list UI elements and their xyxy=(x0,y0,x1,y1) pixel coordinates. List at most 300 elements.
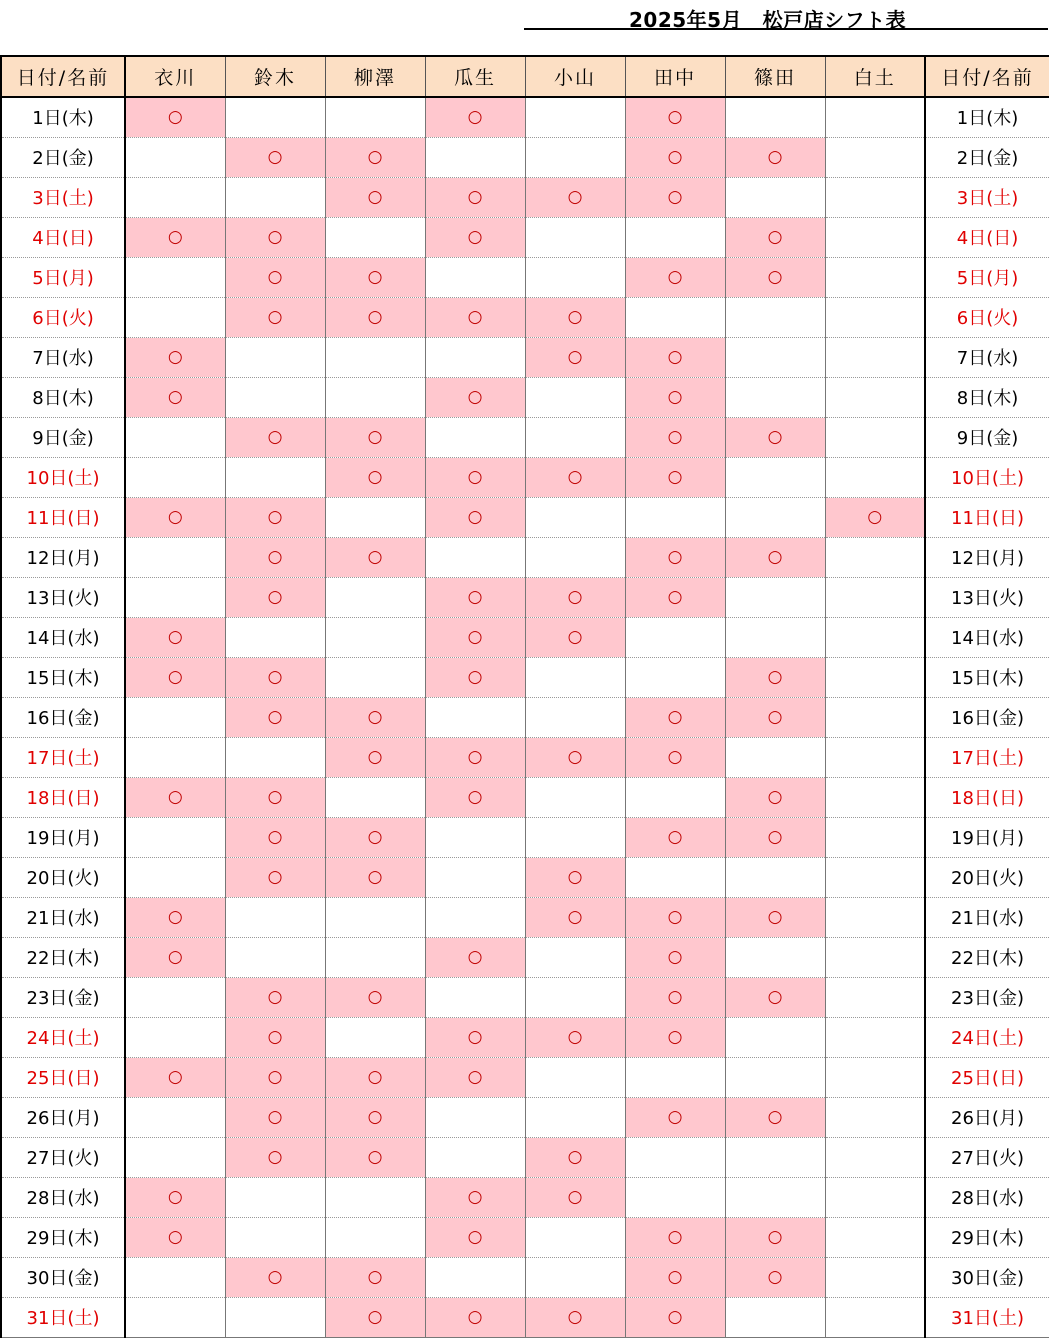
shift-cell-on[interactable]: ○ xyxy=(525,1297,625,1337)
shift-cell-on[interactable]: ○ xyxy=(325,697,425,737)
shift-cell-on[interactable]: ○ xyxy=(725,537,825,577)
shift-cell-on[interactable]: ○ xyxy=(425,97,525,137)
shift-cell-on[interactable]: ○ xyxy=(125,777,225,817)
shift-cell-off[interactable] xyxy=(325,217,425,257)
shift-cell-on[interactable]: ○ xyxy=(525,857,625,897)
day-label-right: 18日(日) xyxy=(925,777,1049,817)
page-title: 2025年5月 松戸店シフト表 xyxy=(629,8,907,32)
day-label-left: 17日(土) xyxy=(1,737,125,777)
day-label-right: 29日(木) xyxy=(925,1217,1049,1257)
shift-cell-on[interactable]: ○ xyxy=(325,417,425,457)
shift-cell-on[interactable]: ○ xyxy=(425,737,525,777)
shift-cell-off[interactable] xyxy=(625,617,725,657)
shift-cell-off[interactable] xyxy=(125,257,225,297)
shift-cell-off[interactable] xyxy=(725,97,825,137)
shift-cell-off[interactable] xyxy=(725,177,825,217)
shift-cell-on[interactable]: ○ xyxy=(325,857,425,897)
shift-cell-on[interactable]: ○ xyxy=(225,817,325,857)
table-row xyxy=(1,97,1049,137)
day-label-left: 15日(木) xyxy=(1,657,125,697)
shift-cell-on[interactable]: ○ xyxy=(325,1257,425,1297)
shift-cell-off[interactable] xyxy=(825,1297,925,1337)
table-row xyxy=(1,1057,1049,1097)
shift-cell-off[interactable] xyxy=(825,1217,925,1257)
shift-cell-off[interactable] xyxy=(225,1217,325,1257)
shift-cell-on[interactable]: ○ xyxy=(125,1057,225,1097)
shift-cell-on[interactable]: ○ xyxy=(625,897,725,937)
shift-cell-on[interactable]: ○ xyxy=(625,257,725,297)
shift-cell-off[interactable] xyxy=(325,577,425,617)
shift-cell-off[interactable] xyxy=(825,777,925,817)
shift-cell-off[interactable] xyxy=(225,337,325,377)
shift-cell-on[interactable]: ○ xyxy=(225,1097,325,1137)
shift-cell-on[interactable]: ○ xyxy=(525,177,625,217)
day-label-right: 17日(土) xyxy=(925,737,1049,777)
shift-cell-off[interactable] xyxy=(825,217,925,257)
shift-cell-off[interactable] xyxy=(125,1297,225,1337)
shift-cell-on[interactable]: ○ xyxy=(825,497,925,537)
shift-cell-on[interactable]: ○ xyxy=(625,137,725,177)
title-underline xyxy=(524,0,1048,30)
shift-cell-on[interactable]: ○ xyxy=(425,1057,525,1097)
shift-cell-off[interactable] xyxy=(325,377,425,417)
shift-cell-off[interactable] xyxy=(425,417,525,457)
shift-cell-on[interactable]: ○ xyxy=(225,1137,325,1177)
shift-cell-off[interactable] xyxy=(625,657,725,697)
shift-cell-off[interactable] xyxy=(525,497,625,537)
shift-cell-off[interactable] xyxy=(125,697,225,737)
header-name: 白土 xyxy=(825,56,925,97)
shift-cell-on[interactable]: ○ xyxy=(325,977,425,1017)
shift-cell-off[interactable] xyxy=(525,937,625,977)
shift-cell-on[interactable]: ○ xyxy=(625,337,725,377)
shift-cell-on[interactable]: ○ xyxy=(325,177,425,217)
shift-cell-off[interactable] xyxy=(825,137,925,177)
shift-cell-on[interactable]: ○ xyxy=(425,497,525,537)
day-label-left: 2日(金) xyxy=(1,137,125,177)
header-name: 鈴木 xyxy=(225,56,325,97)
day-label-left: 18日(日) xyxy=(1,777,125,817)
shift-cell-on[interactable]: ○ xyxy=(725,777,825,817)
shift-cell-off[interactable] xyxy=(825,257,925,297)
shift-cell-off[interactable] xyxy=(225,97,325,137)
day-label-left: 7日(水) xyxy=(1,337,125,377)
shift-cell-on[interactable]: ○ xyxy=(725,657,825,697)
shift-cell-off[interactable] xyxy=(525,137,625,177)
shift-cell-off[interactable] xyxy=(725,1057,825,1097)
day-label-left: 30日(金) xyxy=(1,1257,125,1297)
shift-cell-on[interactable]: ○ xyxy=(625,177,725,217)
day-label-left: 11日(日) xyxy=(1,497,125,537)
shift-cell-off[interactable] xyxy=(625,217,725,257)
shift-cell-on[interactable]: ○ xyxy=(525,1177,625,1217)
shift-cell-off[interactable] xyxy=(725,617,825,657)
shift-cell-off[interactable] xyxy=(525,377,625,417)
shift-cell-off[interactable] xyxy=(225,937,325,977)
table-row xyxy=(1,377,1049,417)
shift-cell-on[interactable]: ○ xyxy=(125,897,225,937)
shift-cell-on[interactable]: ○ xyxy=(725,1097,825,1137)
shift-cell-on[interactable]: ○ xyxy=(625,937,725,977)
shift-cell-on[interactable]: ○ xyxy=(225,217,325,257)
shift-cell-on[interactable]: ○ xyxy=(625,697,725,737)
shift-cell-off[interactable] xyxy=(825,937,925,977)
shift-cell-on[interactable]: ○ xyxy=(725,817,825,857)
shift-cell-off[interactable] xyxy=(825,817,925,857)
shift-cell-off[interactable] xyxy=(825,537,925,577)
shift-cell-off[interactable] xyxy=(825,697,925,737)
shift-cell-on[interactable]: ○ xyxy=(625,1217,725,1257)
shift-cell-off[interactable] xyxy=(625,777,725,817)
shift-cell-off[interactable] xyxy=(425,817,525,857)
table-row xyxy=(1,137,1049,177)
table-row xyxy=(1,577,1049,617)
shift-cell-off[interactable] xyxy=(725,1017,825,1057)
shift-cell-on[interactable]: ○ xyxy=(225,657,325,697)
shift-cell-on[interactable]: ○ xyxy=(325,137,425,177)
shift-cell-off[interactable] xyxy=(225,377,325,417)
shift-cell-off[interactable] xyxy=(825,977,925,1017)
shift-cell-off[interactable] xyxy=(625,1057,725,1097)
shift-cell-on[interactable]: ○ xyxy=(425,777,525,817)
shift-cell-on[interactable]: ○ xyxy=(625,577,725,617)
shift-cell-off[interactable] xyxy=(825,897,925,937)
header-name: 田中 xyxy=(625,56,725,97)
shift-cell-off[interactable] xyxy=(625,1137,725,1177)
shift-cell-off[interactable] xyxy=(525,1217,625,1257)
shift-cell-off[interactable] xyxy=(725,937,825,977)
shift-cell-on[interactable]: ○ xyxy=(125,657,225,697)
shift-cell-on[interactable]: ○ xyxy=(225,777,325,817)
shift-cell-off[interactable] xyxy=(825,577,925,617)
day-label-left: 3日(土) xyxy=(1,177,125,217)
shift-cell-on[interactable]: ○ xyxy=(525,897,625,937)
shift-cell-off[interactable] xyxy=(825,417,925,457)
shift-cell-off[interactable] xyxy=(125,857,225,897)
shift-cell-on[interactable]: ○ xyxy=(725,697,825,737)
shift-cell-off[interactable] xyxy=(125,137,225,177)
shift-cell-off[interactable] xyxy=(825,1257,925,1297)
shift-cell-off[interactable] xyxy=(425,697,525,737)
shift-cell-off[interactable] xyxy=(325,337,425,377)
shift-cell-off[interactable] xyxy=(225,457,325,497)
shift-cell-off[interactable] xyxy=(125,457,225,497)
shift-cell-off[interactable] xyxy=(525,1257,625,1297)
shift-cell-off[interactable] xyxy=(725,497,825,537)
shift-cell-on[interactable]: ○ xyxy=(625,1017,725,1057)
table-row xyxy=(1,737,1049,777)
header-row xyxy=(1,56,1049,97)
shift-cell-off[interactable] xyxy=(525,1097,625,1137)
shift-cell-on[interactable]: ○ xyxy=(725,137,825,177)
shift-cell-on[interactable]: ○ xyxy=(725,1257,825,1297)
shift-cell-on[interactable]: ○ xyxy=(125,377,225,417)
shift-cell-on[interactable]: ○ xyxy=(725,417,825,457)
shift-cell-on[interactable]: ○ xyxy=(225,857,325,897)
header-name: 瓜生 xyxy=(425,56,525,97)
shift-cell-on[interactable]: ○ xyxy=(625,377,725,417)
shift-cell-on[interactable]: ○ xyxy=(225,537,325,577)
shift-cell-on[interactable]: ○ xyxy=(325,1297,425,1337)
shift-cell-on[interactable]: ○ xyxy=(725,897,825,937)
shift-cell-on[interactable]: ○ xyxy=(325,817,425,857)
shift-cell-off[interactable] xyxy=(525,817,625,857)
table-row xyxy=(1,257,1049,297)
shift-cell-off[interactable] xyxy=(425,977,525,1017)
shift-cell-on[interactable]: ○ xyxy=(725,257,825,297)
shift-cell-off[interactable] xyxy=(525,777,625,817)
shift-cell-on[interactable]: ○ xyxy=(125,497,225,537)
table-row xyxy=(1,657,1049,697)
shift-cell-off[interactable] xyxy=(525,1057,625,1097)
shift-cell-on[interactable]: ○ xyxy=(525,577,625,617)
shift-cell-on[interactable]: ○ xyxy=(625,1257,725,1297)
shift-cell-off[interactable] xyxy=(625,1177,725,1217)
shift-cell-off[interactable] xyxy=(825,1137,925,1177)
shift-cell-on[interactable]: ○ xyxy=(325,297,425,337)
shift-cell-on[interactable]: ○ xyxy=(525,1137,625,1177)
shift-cell-on[interactable]: ○ xyxy=(425,1017,525,1057)
shift-cell-on[interactable]: ○ xyxy=(125,217,225,257)
shift-cell-off[interactable] xyxy=(625,857,725,897)
shift-cell-on[interactable]: ○ xyxy=(125,1217,225,1257)
shift-cell-on[interactable]: ○ xyxy=(225,497,325,537)
shift-cell-on[interactable]: ○ xyxy=(325,257,425,297)
shift-cell-on[interactable]: ○ xyxy=(225,1257,325,1297)
shift-cell-off[interactable] xyxy=(425,337,525,377)
shift-cell-off[interactable] xyxy=(125,1137,225,1177)
shift-cell-off[interactable] xyxy=(525,97,625,137)
shift-cell-on[interactable]: ○ xyxy=(625,97,725,137)
shift-cell-on[interactable]: ○ xyxy=(325,537,425,577)
shift-cell-off[interactable] xyxy=(625,497,725,537)
shift-cell-off[interactable] xyxy=(525,697,625,737)
shift-cell-on[interactable]: ○ xyxy=(625,1297,725,1337)
shift-cell-on[interactable]: ○ xyxy=(225,1057,325,1097)
shift-cell-off[interactable] xyxy=(325,897,425,937)
shift-cell-off[interactable] xyxy=(425,897,525,937)
shift-cell-on[interactable]: ○ xyxy=(425,217,525,257)
shift-cell-off[interactable] xyxy=(725,577,825,617)
shift-cell-off[interactable] xyxy=(325,937,425,977)
day-label-right: 2日(金) xyxy=(925,137,1049,177)
shift-cell-on[interactable]: ○ xyxy=(225,977,325,1017)
shift-cell-off[interactable] xyxy=(825,177,925,217)
shift-cell-off[interactable] xyxy=(125,1017,225,1057)
day-label-right: 28日(水) xyxy=(925,1177,1049,1217)
shift-cell-on[interactable]: ○ xyxy=(425,1177,525,1217)
shift-cell-off[interactable] xyxy=(525,257,625,297)
shift-cell-off[interactable] xyxy=(125,977,225,1017)
shift-cell-on[interactable]: ○ xyxy=(625,977,725,1017)
shift-cell-off[interactable] xyxy=(325,657,425,697)
shift-cell-on[interactable]: ○ xyxy=(625,817,725,857)
shift-cell-off[interactable] xyxy=(825,297,925,337)
shift-cell-off[interactable] xyxy=(825,97,925,137)
shift-cell-off[interactable] xyxy=(325,617,425,657)
shift-cell-on[interactable]: ○ xyxy=(725,1217,825,1257)
shift-cell-off[interactable] xyxy=(825,1177,925,1217)
day-label-left: 4日(日) xyxy=(1,217,125,257)
table-row xyxy=(1,1297,1049,1337)
day-label-right: 4日(日) xyxy=(925,217,1049,257)
shift-cell-on[interactable]: ○ xyxy=(525,297,625,337)
shift-cell-off[interactable] xyxy=(125,297,225,337)
header-name: 小山 xyxy=(525,56,625,97)
shift-cell-on[interactable]: ○ xyxy=(525,1017,625,1057)
shift-cell-off[interactable] xyxy=(725,737,825,777)
shift-cell-off[interactable] xyxy=(425,1257,525,1297)
shift-cell-off[interactable] xyxy=(425,257,525,297)
day-label-right: 25日(日) xyxy=(925,1057,1049,1097)
shift-cell-off[interactable] xyxy=(425,1137,525,1177)
table-row xyxy=(1,1137,1049,1177)
shift-cell-on[interactable]: ○ xyxy=(325,1097,425,1137)
shift-cell-on[interactable]: ○ xyxy=(625,737,725,777)
day-label-left: 5日(月) xyxy=(1,257,125,297)
shift-cell-off[interactable] xyxy=(525,217,625,257)
shift-cell-off[interactable] xyxy=(125,417,225,457)
header-date-left: 日付/名前 xyxy=(1,56,125,97)
shift-cell-on[interactable]: ○ xyxy=(225,297,325,337)
shift-cell-off[interactable] xyxy=(325,97,425,137)
shift-cell-on[interactable]: ○ xyxy=(325,737,425,777)
shift-cell-on[interactable]: ○ xyxy=(625,457,725,497)
shift-cell-off[interactable] xyxy=(225,617,325,657)
shift-cell-off[interactable] xyxy=(125,1097,225,1137)
shift-cell-on[interactable]: ○ xyxy=(425,577,525,617)
day-label-left: 26日(月) xyxy=(1,1097,125,1137)
shift-cell-on[interactable]: ○ xyxy=(625,1097,725,1137)
shift-cell-off[interactable] xyxy=(525,657,625,697)
shift-cell-on[interactable]: ○ xyxy=(325,1057,425,1097)
shift-cell-on[interactable]: ○ xyxy=(525,457,625,497)
header-name: 篠田 xyxy=(725,56,825,97)
shift-cell-off[interactable] xyxy=(225,897,325,937)
shift-cell-on[interactable]: ○ xyxy=(125,97,225,137)
table-row xyxy=(1,1257,1049,1297)
day-label-left: 29日(木) xyxy=(1,1217,125,1257)
shift-cell-off[interactable] xyxy=(725,337,825,377)
shift-cell-on[interactable]: ○ xyxy=(425,937,525,977)
shift-cell-off[interactable] xyxy=(825,737,925,777)
shift-cell-off[interactable] xyxy=(725,377,825,417)
shift-cell-on[interactable]: ○ xyxy=(225,577,325,617)
day-label-left: 13日(火) xyxy=(1,577,125,617)
shift-cell-off[interactable] xyxy=(725,1297,825,1337)
shift-cell-off[interactable] xyxy=(125,737,225,777)
shift-cell-off[interactable] xyxy=(225,1177,325,1217)
shift-cell-off[interactable] xyxy=(325,1017,425,1057)
shift-cell-on[interactable]: ○ xyxy=(725,217,825,257)
shift-cell-on[interactable]: ○ xyxy=(125,937,225,977)
shift-cell-off[interactable] xyxy=(325,1177,425,1217)
day-label-right: 8日(木) xyxy=(925,377,1049,417)
shift-cell-on[interactable]: ○ xyxy=(525,337,625,377)
header-name: 柳澤 xyxy=(325,56,425,97)
shift-cell-off[interactable] xyxy=(225,177,325,217)
shift-cell-off[interactable] xyxy=(525,417,625,457)
shift-cell-off[interactable] xyxy=(625,297,725,337)
shift-cell-on[interactable]: ○ xyxy=(425,617,525,657)
shift-cell-off[interactable] xyxy=(125,177,225,217)
shift-cell-off[interactable] xyxy=(825,337,925,377)
shift-cell-on[interactable]: ○ xyxy=(225,137,325,177)
table-row xyxy=(1,217,1049,257)
shift-cell-off[interactable] xyxy=(425,1097,525,1137)
shift-cell-on[interactable]: ○ xyxy=(225,1017,325,1057)
shift-cell-off[interactable] xyxy=(825,377,925,417)
shift-cell-off[interactable] xyxy=(725,857,825,897)
table-row xyxy=(1,897,1049,937)
table-row xyxy=(1,497,1049,537)
shift-cell-off[interactable] xyxy=(825,657,925,697)
shift-cell-on[interactable]: ○ xyxy=(425,297,525,337)
shift-cell-off[interactable] xyxy=(225,1297,325,1337)
shift-cell-off[interactable] xyxy=(425,137,525,177)
shift-cell-off[interactable] xyxy=(725,1137,825,1177)
shift-cell-off[interactable] xyxy=(425,537,525,577)
shift-cell-off[interactable] xyxy=(825,1017,925,1057)
shift-cell-off[interactable] xyxy=(125,817,225,857)
shift-cell-on[interactable]: ○ xyxy=(425,657,525,697)
shift-cell-on[interactable]: ○ xyxy=(525,617,625,657)
shift-cell-on[interactable]: ○ xyxy=(725,977,825,1017)
shift-cell-off[interactable] xyxy=(825,1097,925,1137)
shift-cell-off[interactable] xyxy=(825,857,925,897)
shift-cell-on[interactable]: ○ xyxy=(425,177,525,217)
table-row xyxy=(1,617,1049,657)
shift-cell-off[interactable] xyxy=(125,577,225,617)
shift-cell-off[interactable] xyxy=(425,857,525,897)
shift-cell-on[interactable]: ○ xyxy=(125,1177,225,1217)
shift-cell-on[interactable]: ○ xyxy=(525,737,625,777)
shift-cell-off[interactable] xyxy=(225,737,325,777)
shift-cell-on[interactable]: ○ xyxy=(225,257,325,297)
table-row xyxy=(1,697,1049,737)
shift-cell-off[interactable] xyxy=(525,977,625,1017)
shift-cell-on[interactable]: ○ xyxy=(125,337,225,377)
day-label-left: 16日(金) xyxy=(1,697,125,737)
shift-cell-on[interactable]: ○ xyxy=(425,1217,525,1257)
shift-cell-on[interactable]: ○ xyxy=(325,1137,425,1177)
shift-cell-off[interactable] xyxy=(125,1257,225,1297)
day-label-left: 23日(金) xyxy=(1,977,125,1017)
shift-cell-off[interactable] xyxy=(725,297,825,337)
day-label-right: 23日(金) xyxy=(925,977,1049,1017)
shift-cell-off[interactable] xyxy=(525,537,625,577)
shift-cell-off[interactable] xyxy=(725,457,825,497)
shift-cell-on[interactable]: ○ xyxy=(625,417,725,457)
shift-cell-on[interactable]: ○ xyxy=(225,417,325,457)
shift-cell-off[interactable] xyxy=(125,537,225,577)
shift-cell-off[interactable] xyxy=(725,1177,825,1217)
shift-cell-off[interactable] xyxy=(325,1217,425,1257)
shift-cell-on[interactable]: ○ xyxy=(325,457,425,497)
shift-cell-on[interactable]: ○ xyxy=(425,377,525,417)
shift-cell-off[interactable] xyxy=(825,1057,925,1097)
shift-cell-on[interactable]: ○ xyxy=(625,537,725,577)
shift-cell-off[interactable] xyxy=(825,617,925,657)
shift-cell-off[interactable] xyxy=(825,457,925,497)
shift-cell-on[interactable]: ○ xyxy=(425,457,525,497)
shift-cell-off[interactable] xyxy=(325,497,425,537)
shift-cell-on[interactable]: ○ xyxy=(225,697,325,737)
shift-cell-off[interactable] xyxy=(325,777,425,817)
shift-cell-on[interactable]: ○ xyxy=(125,617,225,657)
day-label-left: 28日(水) xyxy=(1,1177,125,1217)
shift-cell-on[interactable]: ○ xyxy=(425,1297,525,1337)
